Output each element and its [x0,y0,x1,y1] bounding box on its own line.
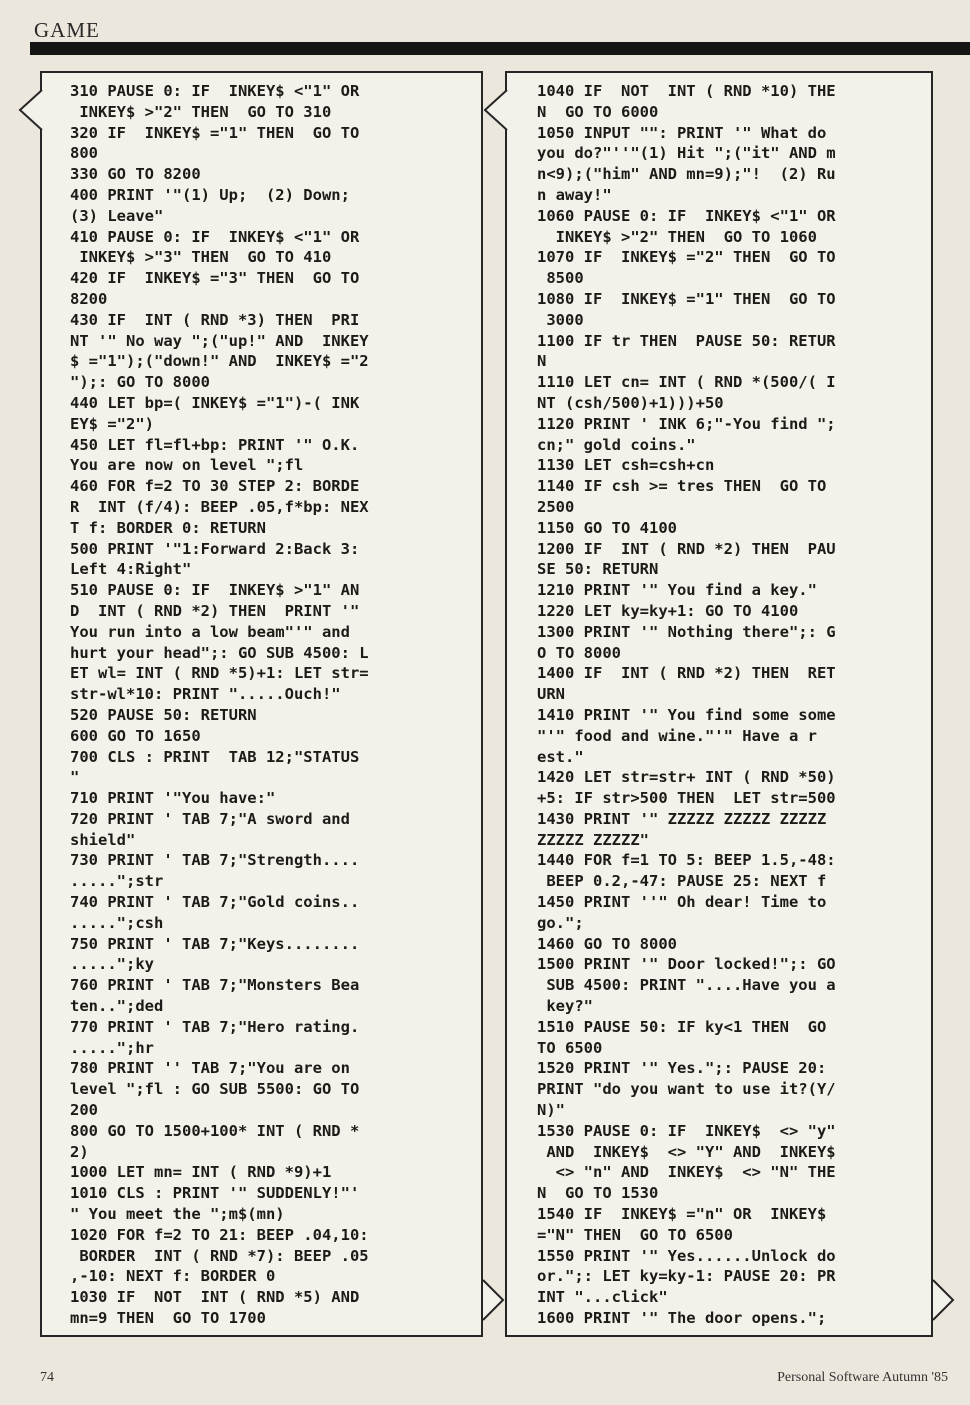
listing-panel-left [40,71,483,1337]
right-panel-left-notch-icon [483,88,509,132]
code-listing-right: 1040 IF NOT INT ( RND *10) THE N GO TO 6000 1050 INPUT "": PRINT '" What do you do?"''"(1) Hit ";("it" AND m n<9);("him" AND mn=9);"! (2) Ru n away!" 1060 PAUSE 0: IF INKEY$ <"1" OR INKEY$ >"2" THEN GO TO 1060 1070 IF INKEY$ ="2" THEN GO TO 8500 1080 IF INKEY$ ="1" THEN GO TO 3000 1100 IF tr THEN PAUSE 50: RETUR N 1110 LET cn= INT ( RND *(500/( I NT (csh/500)+1)))+50 1120 PRINT ' INK 6;"-You find "; cn;" gold coins." 1130 LET csh=csh+cn 1140 IF csh >= tres THEN GO TO 2500 1150 GO TO 4100 1200 IF INT ( RND *2) THEN PAU SE 50: RETURN 1210 PRINT '" You find a key." 1220 LET ky=ky+1: GO TO 4100 1300 PRINT '" Nothing there";: G O TO 8000 1400 IF INT ( RND *2) THEN RET URN 1410 PRINT '" You find some some "'" food and wine."'" Have a r est." 1420 LET str=str+ INT ( RND *50) +5: IF str>500 THEN LET str=500 1430 PRINT '" ZZZZZ ZZZZZ ZZZZZ ZZZZZ ZZZZZ" 1440 FOR f=1 TO 5: BEEP 1.5,-48: BEEP 0.2,-47: PAUSE 25: NEXT f 1450 PRINT ''" Oh dear! Time to go."; 1460 GO TO 8000 1500 PRINT '" Door locked!";: GO SUB 4500: PRINT "....Have you a key?" 1510 PAUSE 50: IF ky<1 THEN GO TO 6500 1520 PRINT '" Yes.";: PAUSE 20: PRINT "do you want to use it?(Y/ N)" 1530 PAUSE 0: IF INKEY$ <> "y" AND INKEY$ <> "Y" AND INKEY$ <> "n" AND INKEY$ <> "N" THE N GO TO 1530 1540 IF INKEY$ ="n" OR INKEY$ ="N" THEN GO TO 6500 1550 PRINT '" Yes......Unlock do or.";: LET ky=ky-1: PAUSE 20: PR INT "...click" 1600 PRINT '" The door opens."; [537,82,836,1328]
left-bracket-notch-icon [18,88,44,132]
right-panel-right-notch-icon [931,1278,957,1322]
section-label: GAME [34,18,100,42]
publication-credit: Personal Software Autumn '85 [777,1370,948,1385]
page-number: 74 [40,1370,54,1385]
code-listing-left: 310 PAUSE 0: IF INKEY$ <"1" OR INKEY$ >"2" THEN GO TO 310 320 IF INKEY$ ="1" THEN GO TO 800 330 GO TO 8200 400 PRINT '"(1) Up; (2) Down; (3) Leave" 410 PAUSE 0: IF INKEY$ <"1" OR INKEY$ >"3" THEN GO TO 410 420 IF INKEY$ ="3" THEN GO TO 8200 430 IF INT ( RND *3) THEN PRI NT '" No way ";("up!" AND INKEY $ ="1");("down!" AND INKEY$ ="2 ");: GO TO 8000 440 LET bp=( INKEY$ ="1")-( INK EY$ ="2") 450 LET fl=fl+bp: PRINT '" O.K. You are now on level ";fl 460 FOR f=2 TO 30 STEP 2: BORDE R INT (f/4): BEEP .05,f*bp: NEX T f: BORDER 0: RETURN 500 PRINT '"1:Forward 2:Back 3: Left 4:Right" 510 PAUSE 0: IF INKEY$ >"1" AN D INT ( RND *2) THEN PRINT '" You run into a low beam"'" and hurt your head";: GO SUB 4500: L ET wl= INT ( RND *5)+1: LET str= str-wl*10: PRINT ".....Ouch!" 520 PAUSE 50: RETURN 600 GO TO 1650 700 CLS : PRINT TAB 12;"STATUS " 710 PRINT '"You have:" 720 PRINT ' TAB 7;"A sword and shield" 730 PRINT ' TAB 7;"Strength.... .....";str 740 PRINT ' TAB 7;"Gold coins.. .....";csh 750 PRINT ' TAB 7;"Keys........ .....";ky 760 PRINT ' TAB 7;"Monsters Bea ten..";ded 770 PRINT ' TAB 7;"Hero rating. .....";hr 780 PRINT '' TAB 7;"You are on level ";fl : GO SUB 5500: GO TO 200 800 GO TO 1500+100* INT ( RND * 2) 1000 LET mn= INT ( RND *9)+1 1010 CLS : PRINT '" SUDDENLY!"' " You meet the ";m$(mn) 1020 FOR f=2 TO 21: BEEP .04,10: BORDER INT ( RND *7): BEEP .05 ,-10: NEXT f: BORDER 0 1030 IF NOT INT ( RND *5) AND mn=9 THEN GO TO 1700 [70,82,369,1328]
header-bar [30,42,970,55]
listing-panel-right [505,71,933,1337]
right-bracket-notch-icon [481,1278,507,1322]
